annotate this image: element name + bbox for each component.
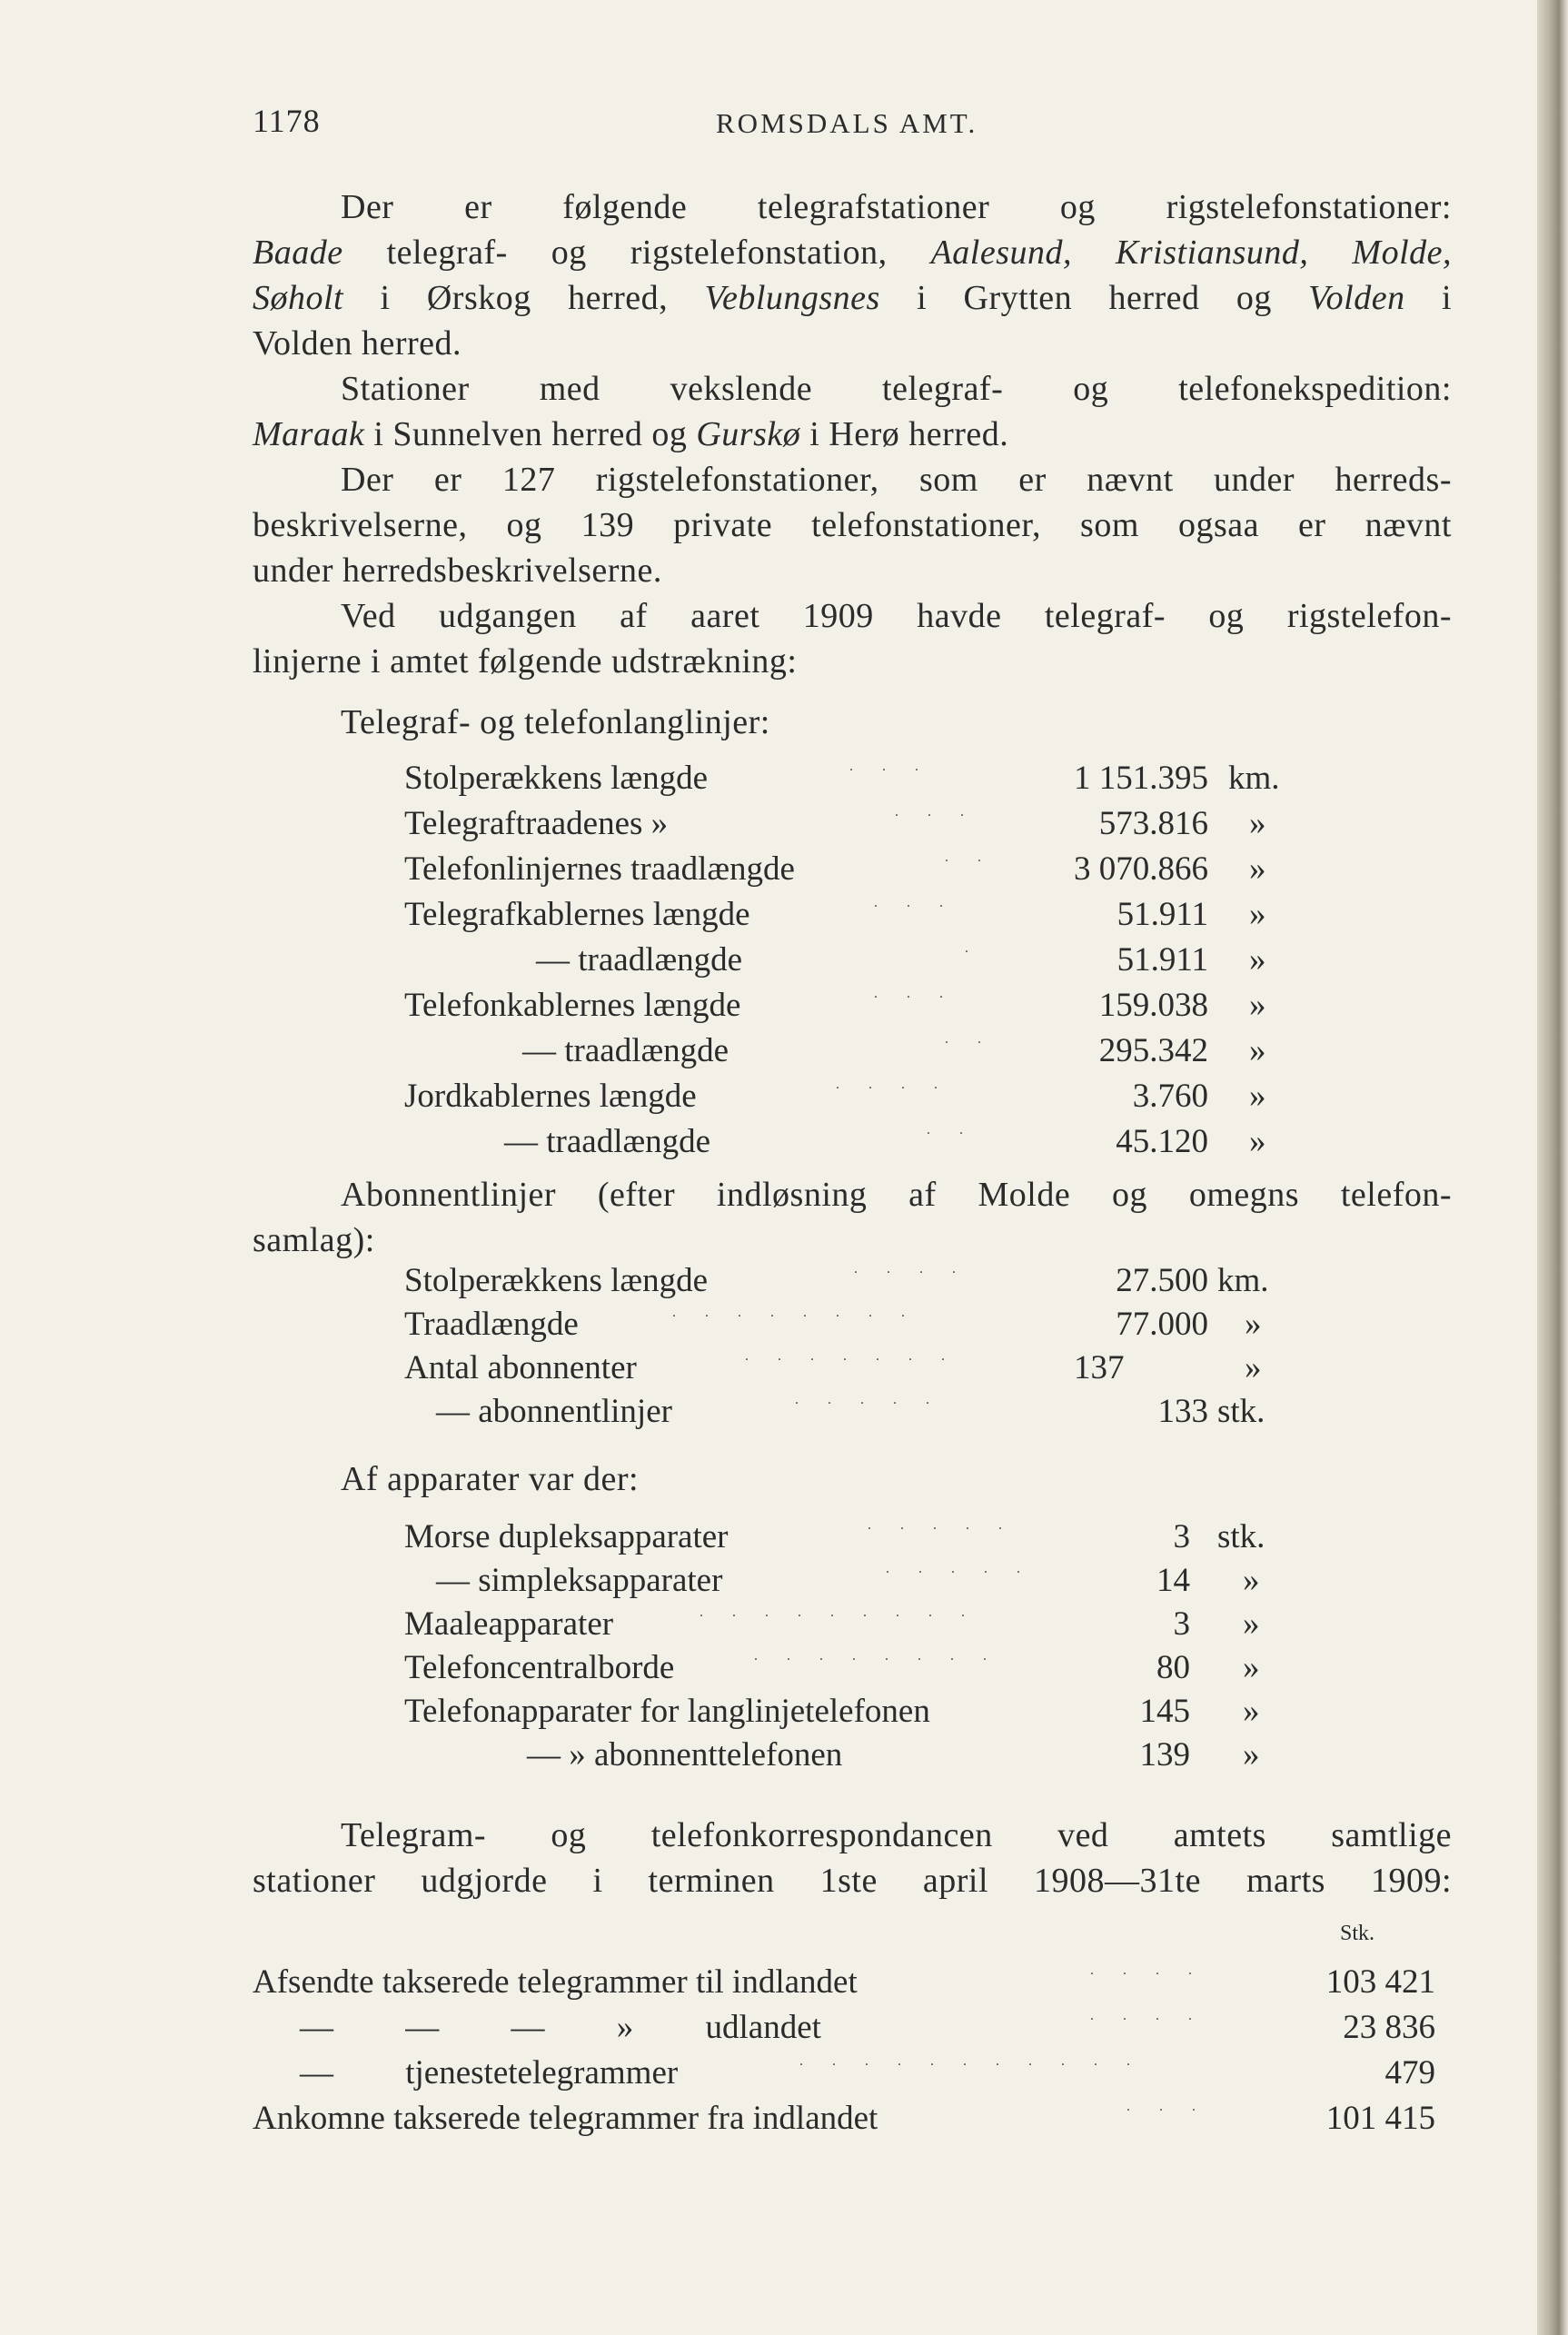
leader-dots: . . . [895,804,977,820]
row-value: 145 [1139,1693,1190,1730]
leader-dots: . [965,940,981,956]
leader-dots: . . . . [854,1261,968,1277]
row-label: Telefonapparater for langlinjetelefonen [404,1693,930,1730]
leader-dots: . . . . [836,1077,950,1092]
leader-dots: . . . . . [886,1561,1033,1576]
row-value: 3 [1173,1518,1190,1555]
leader-dots: . . . . . . . . [754,1648,999,1664]
column-header: Stk. [1340,1922,1375,1945]
row-unit: » [1243,1605,1260,1643]
leader-dots: . . . . . . . [745,1348,958,1364]
leader-dots: . . . [1126,2099,1208,2114]
row-value: 51.911 [1116,941,1208,979]
row-value: 3 [1173,1605,1190,1643]
page-number: 1178 [253,103,321,139]
leader-dots: . . . . . . . . [672,1305,918,1320]
row-label: Stolperækkens længde [404,1262,709,1299]
row-value: 1 151.395 [1074,760,1208,797]
row-unit: » [1243,1649,1260,1686]
leader-dots: . . . . . [868,1517,1015,1533]
leader-dots: . . . [849,759,931,774]
row-value: 101 415 [1325,2100,1435,2137]
row-label: — — — » udlandet [300,2009,821,2046]
row-label: Ankomne takserede telegrammer fra indlandet [253,2100,878,2137]
row-value: 23 836 [1343,2009,1435,2046]
row-label: — abonnentlinjer [436,1393,672,1430]
row-value: 51.911 [1116,896,1208,933]
row-unit: km. [1228,760,1280,797]
row-unit: » [1249,987,1266,1024]
row-label: Stolperækkens længde [404,760,709,797]
row-unit: stk. [1217,1518,1265,1555]
row-value: 133 [1157,1393,1208,1430]
row-value: 14 [1156,1562,1190,1599]
row-unit: » [1249,1032,1266,1069]
text-line: Der er følgende telegrafstationer og rigstelefonstationer: [341,188,1452,226]
row-unit: » [1249,896,1266,933]
row-unit: » [1243,1736,1260,1774]
row-unit: » [1249,805,1266,842]
row-unit: » [1249,850,1266,888]
page-edge [1537,0,1568,2335]
row-unit: » [1245,1306,1262,1343]
row-label: — » abonnenttelefonen [527,1736,843,1774]
section-heading: Telegraf- og telefonlanglinjer: [341,703,770,741]
leader-dots: . . . . [1090,2008,1205,2023]
row-unit: » [1245,1349,1262,1386]
row-value: 3.760 [1132,1078,1208,1115]
leader-dots: . . . [874,986,956,1001]
text-line: Ved udgangen af aaret 1909 havde telegraf- og rigstelefon- [341,597,1452,635]
text-line: linjerne i amtet følgende udstrækning: [253,642,798,681]
row-value: 139 [1139,1736,1190,1774]
text-line: Maraak i Sunnelven herred og Gurskø i Herø herred. [253,415,1009,453]
leader-dots: . . [945,1031,994,1047]
row-value: 45.120 [1116,1123,1208,1160]
text-line: under herredsbeskrivelserne. [253,551,662,590]
row-value: 3 070.866 [1074,850,1208,888]
row-label: — traadlængde [536,941,743,979]
row-value: 573.816 [1098,805,1208,842]
row-label: — traadlængde [504,1123,711,1160]
row-unit: stk. [1217,1393,1265,1430]
row-value: 27.500 [1116,1262,1208,1299]
leader-dots: . . . . . . . . . [700,1605,978,1620]
leader-dots: . . . . [1090,1962,1205,1978]
leader-dots: . . . . . . . . . . . [799,2053,1143,2069]
row-label: — simpleksapparater [436,1562,723,1599]
row-unit: » [1249,1123,1266,1160]
row-value: 80 [1156,1649,1190,1686]
row-value: 159.038 [1098,987,1208,1024]
row-label: — tjenestetelegrammer [300,2054,679,2092]
row-label: Maaleapparater [404,1605,614,1643]
row-label: Antal abonnenter [404,1349,637,1386]
row-label: Telefonkablernes længde [404,987,741,1024]
row-label: Telegraftraadenes » [404,805,669,842]
text-line: Telegram- og telefonkorrespondancen ved amtets samtlige [341,1816,1452,1854]
row-unit: » [1243,1562,1260,1599]
row-unit: » [1249,1078,1266,1115]
row-value: 77.000 [1116,1306,1208,1343]
text-line: Volden herred. [253,324,462,363]
row-value: 103 421 [1325,1963,1435,2001]
text-line: Stationer med vekslende telegraf- og telefonekspedition: [341,370,1452,408]
row-unit: » [1249,941,1266,979]
leader-dots: . . . . . [795,1392,942,1407]
row-label: Afsendte takserede telegrammer til indlandet [253,1963,858,2001]
row-label: Morse dupleksapparater [404,1518,729,1555]
text-line: beskrivelserne, og 139 private telefonstationer, som ogsaa er nævnt [253,506,1452,544]
section-heading: Abonnentlinjer (efter indløsning af Molde og omegns telefon- [341,1176,1452,1214]
row-value: 479 [1384,2054,1435,2092]
text-line: Der er 127 rigstelefonstationer, som er nævnt under herreds- [341,461,1452,499]
section-heading: Af apparater var der: [341,1460,640,1498]
row-unit: » [1243,1693,1260,1730]
running-title: ROMSDALS AMT. [716,107,978,139]
row-label: Telefonlinjernes traadlængde [404,850,795,888]
row-label: Telegrafkablernes længde [404,896,750,933]
section-heading: samlag): [253,1221,375,1259]
row-label: Telefoncentralborde [404,1649,675,1686]
row-label: Jordkablernes længde [404,1078,697,1115]
row-value: 295.342 [1098,1032,1208,1069]
row-unit: km. [1217,1262,1269,1299]
row-value: 137 [1074,1349,1125,1386]
text-line: stationer udgjorde i terminen 1ste april 1908—31te marts 1909: [253,1862,1452,1900]
leader-dots: . . . [874,895,956,910]
leader-dots: . . [945,850,994,865]
text-line: Baade telegraf- og rigstelefonstation, Aalesund, Kristiansund, Molde, [253,234,1452,272]
text-line: Søholt i Ørskog herred, Veblungsnes i Grytten herred og Volden i [253,279,1452,317]
row-label: Traadlængde [404,1306,579,1343]
row-label: — traadlængde [522,1032,729,1069]
leader-dots: . . [927,1122,976,1138]
